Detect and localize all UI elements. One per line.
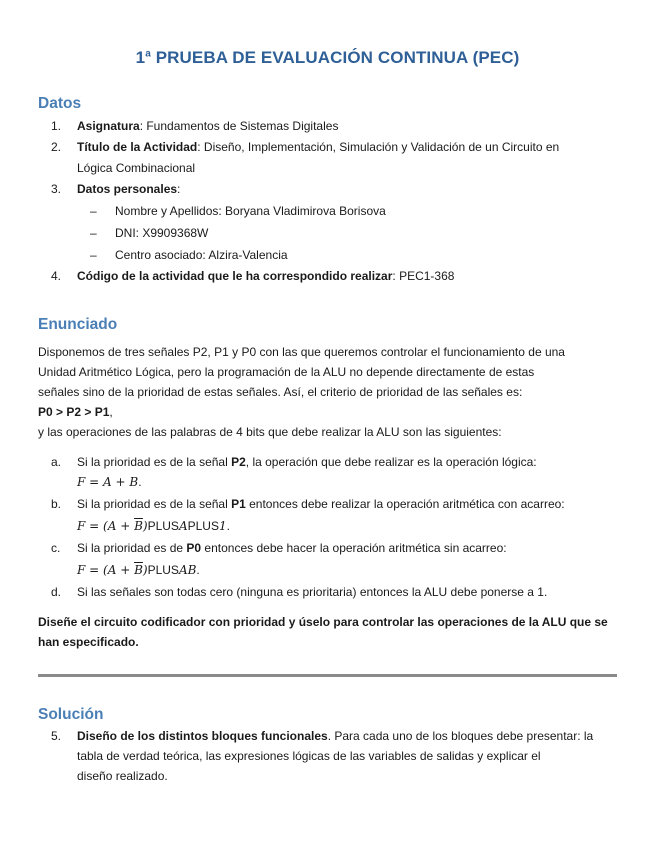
list-letter: a. — [51, 455, 62, 469]
section-divider — [38, 674, 617, 677]
list-letter: b. — [51, 497, 62, 511]
op-text: Si la prioridad es de la señal — [77, 455, 232, 469]
op-signal: P2 — [231, 455, 246, 469]
list-number: 2. — [51, 140, 62, 154]
formula-plus: + — [116, 519, 135, 533]
operation-b — [77, 494, 565, 514]
formula-end: . — [226, 519, 230, 533]
list-item-asignatura — [77, 116, 338, 136]
personal-name: Nombre y Apellidos: Boryana Vladimirova Borisova — [115, 204, 386, 218]
op-text: Si la prioridad es de la señal — [77, 497, 232, 511]
operations-intro: y las operaciones de las palabras de 4 bits que debe realizar la ALU son las siguientes: — [38, 425, 502, 439]
list-letter: d. — [51, 585, 62, 599]
closing-instruction-line2: han especificado. — [38, 635, 139, 649]
formula-b — [77, 516, 230, 536]
priority-order: P0 > P2 > P1 — [38, 405, 110, 419]
op-text: , la operación que debe realizar es la operación lógica: — [245, 455, 537, 469]
formula-close: ) — [142, 563, 148, 577]
formula-end: . — [196, 563, 200, 577]
section-heading-enunciado: Enunciado — [38, 316, 118, 333]
list-item-datos-personales — [77, 179, 180, 199]
operation-c — [77, 538, 507, 558]
title-text: PRUEBA DE EVALUACIÓN CONTINUA (PEC) — [155, 48, 520, 67]
section-heading-solucion: Solución — [38, 706, 104, 723]
op-text: Si la prioridad es de — [77, 541, 187, 555]
item-label: Título de la Actividad — [77, 140, 198, 154]
list-item-titulo-line2: Lógica Combinacional — [77, 161, 196, 175]
dash-bullet: – — [90, 226, 97, 240]
formula-eq: = — [85, 475, 104, 489]
personal-dni: DNI: X9909368W — [115, 226, 209, 240]
title-prefix: 1 — [135, 48, 146, 67]
item-value: : Fundamentos de Sistemas Digitales — [139, 119, 339, 133]
item-label: Datos personales — [77, 182, 178, 196]
formula-eq: = ( — [85, 519, 108, 533]
paragraph-line: Disponemos de tres señales P2, P1 y P0 con las que queremos controlar el funcionamiento de una — [38, 345, 565, 359]
list-item-titulo — [77, 137, 559, 157]
list-number: 4. — [51, 269, 62, 283]
formula-one: 1 — [218, 519, 227, 533]
formula-lhs: F — [77, 475, 86, 489]
list-number: 5. — [51, 729, 62, 743]
formula-a — [77, 472, 142, 492]
item-label: Código de la actividad que le ha correspondido realizar — [77, 269, 393, 283]
formula-rhs: A + B — [103, 475, 139, 489]
op-text: entonces debe hacer la operación aritmética sin acarreo: — [201, 541, 507, 555]
priority-line — [38, 402, 618, 422]
priority-suffix: , — [109, 405, 113, 419]
operation-d: Si las señales son todas cero (ninguna es prioritaria) entonces la ALU debe ponerse a 1. — [77, 585, 548, 599]
paragraph-line: Unidad Aritmético Lógica, pero la programación de la ALU no depende directamente de estas — [38, 365, 535, 379]
formula-word: PLUS — [187, 519, 219, 533]
formula-lhs: F — [77, 519, 86, 533]
formula-c — [77, 560, 200, 580]
list-item-codigo — [77, 266, 454, 286]
list-letter: c. — [51, 541, 61, 555]
item-value: : PEC1-368 — [392, 269, 455, 283]
item-label: Diseño de los distintos bloques funcionales — [77, 729, 328, 743]
formula-word: PLUS — [147, 519, 179, 533]
formula-ab: AB — [178, 563, 197, 577]
section-heading-datos: Datos — [38, 95, 82, 112]
formula-a: A — [107, 563, 117, 577]
op-signal: P0 — [186, 541, 202, 555]
formula-eq: = ( — [85, 563, 108, 577]
list-item-diseno-line2: tabla de verdad teórica, las expresiones lógicas de las variables de salidas y explicar el — [77, 749, 541, 763]
list-item-diseno — [77, 726, 593, 746]
paragraph-line: señales sino de la prioridad de estas señales. Así, el criterio de prioridad de las señales es: — [38, 385, 523, 399]
formula-word: PLUS — [147, 563, 179, 577]
dash-bullet: – — [90, 204, 97, 218]
formula-a: A — [107, 519, 117, 533]
op-text: entonces debe realizar la operación aritmética con acarreo: — [245, 497, 565, 511]
list-number: 3. — [51, 182, 62, 196]
title-superscript: a — [145, 48, 151, 60]
formula-b-bar: $\overline{B}$ — [134, 519, 143, 533]
list-item-diseno-line3: diseño realizado. — [77, 769, 168, 783]
item-value: . Para cada uno de los bloques debe presentar: la — [327, 729, 594, 743]
op-signal: P1 — [231, 497, 246, 511]
closing-instruction-line1: Diseñe el circuito codificador con prioridad y úselo para controlar las operaciones de la ALU que se — [38, 615, 608, 629]
formula-lhs: F — [77, 563, 86, 577]
formula-b-bar: $\overline{B}$ — [134, 563, 143, 577]
item-label: Asignatura — [77, 119, 140, 133]
personal-centro: Centro asociado: Alzira-Valencia — [115, 248, 288, 262]
formula-plus: + — [116, 563, 135, 577]
formula-a2: A — [178, 519, 188, 533]
formula-close: ) — [142, 519, 148, 533]
item-value: : — [177, 182, 181, 196]
formula-end: . — [138, 475, 142, 489]
operation-a — [77, 452, 537, 472]
dash-bullet: – — [90, 248, 97, 262]
document-title — [0, 48, 655, 68]
list-number: 1. — [51, 119, 62, 133]
item-value: : Diseño, Implementación, Simulación y Validación de un Circuito en — [197, 140, 560, 154]
